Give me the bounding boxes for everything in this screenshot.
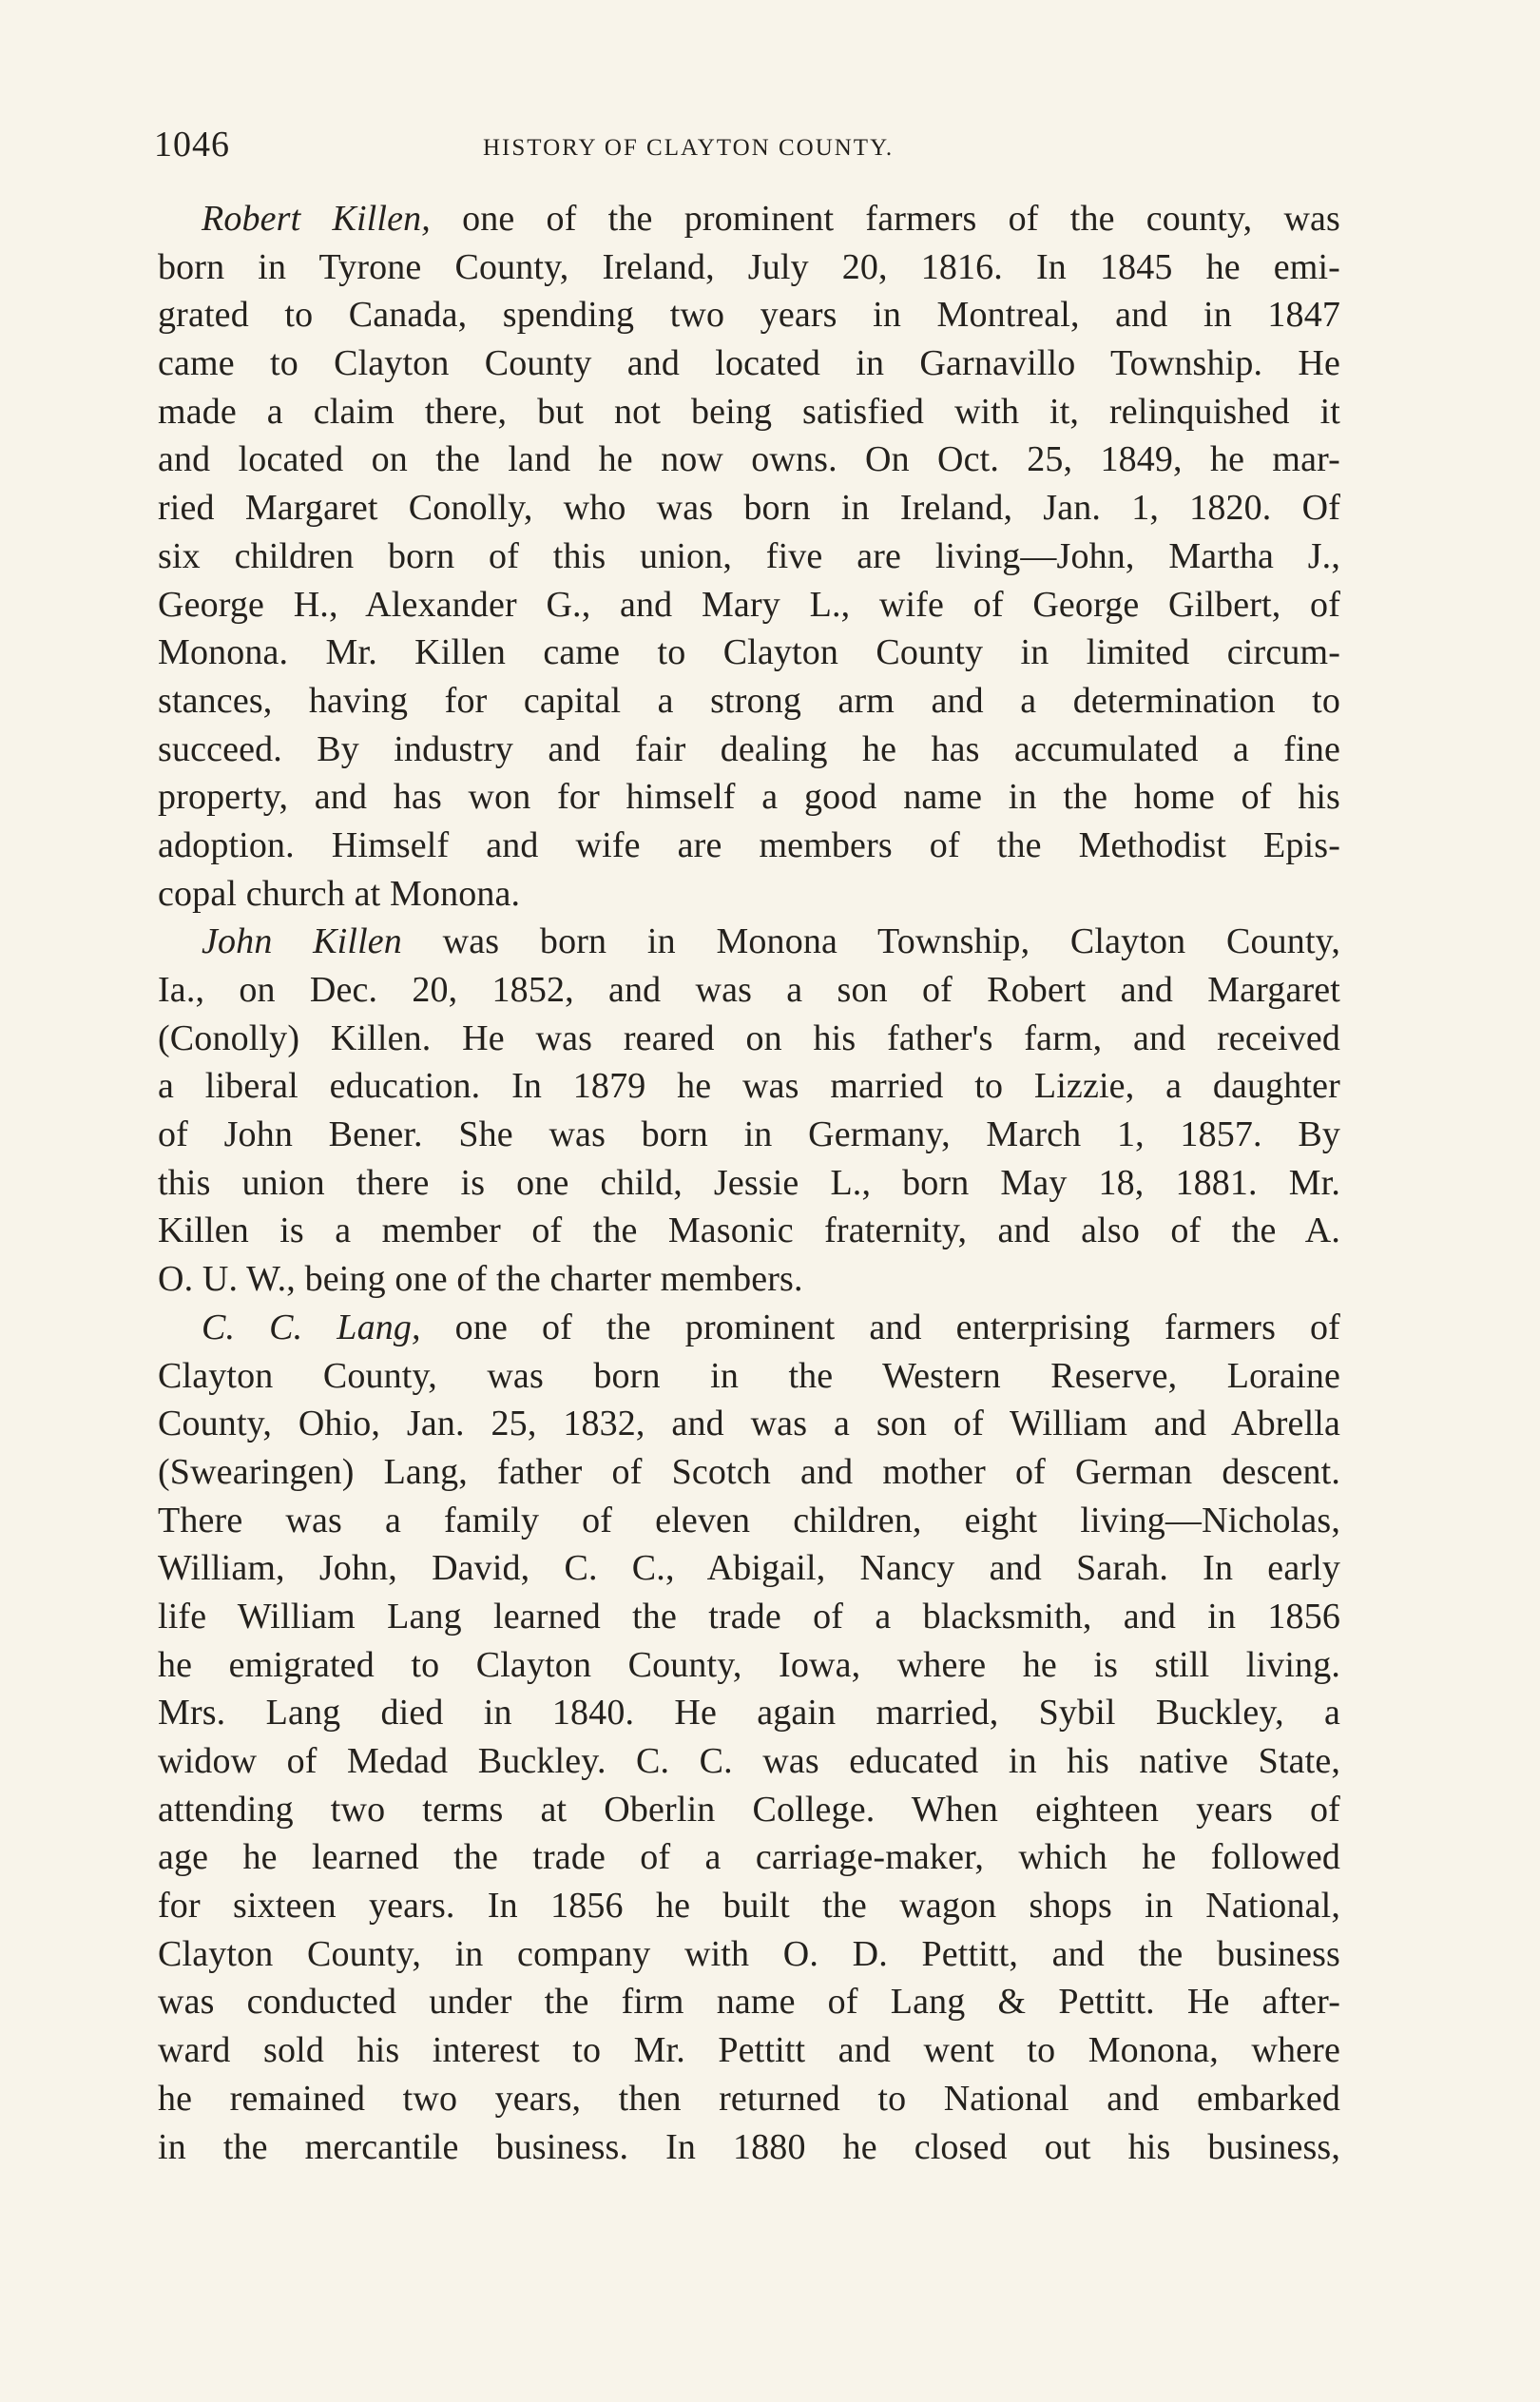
running-title: HISTORY OF CLAYTON COUNTY.: [483, 135, 895, 161]
paragraph-3-line-15: was conducted under the firm name of Lang & Pettitt. He after-: [158, 1982, 1340, 2023]
paragraph-3-line-12: age he learned the trade of a carriage-maker, which he followed: [158, 1837, 1340, 1878]
paragraph-2-line-2: Ia., on Dec. 20, 1852, and was a son of Robert and Margaret: [158, 970, 1340, 1010]
paragraph-1-line-2: born in Tyrone County, Ireland, July 20, 1816. In 1845 he emi-: [158, 246, 1340, 287]
paragraph-3-line-1: C. C. Lang, one of the prominent and enterprising farmers of: [202, 1307, 1340, 1347]
paragraph-1-line-15: copal church at Monona.: [158, 873, 521, 914]
paragraph-1-line-13: property, and has won for himself a good name in the home of his: [158, 777, 1340, 818]
paragraph-1-line-8: six children born of this union, five are living—John, Martha J.,: [158, 535, 1340, 576]
paragraph-1-line-9: George H., Alexander G., and Mary L., wife of George Gilbert, of: [158, 584, 1340, 625]
paragraph-3-line-11: attending two terms at Oberlin College. When eighteen years of: [158, 1789, 1340, 1830]
paragraph-3-line-7: life William Lang learned the trade of a blacksmith, and in 1856: [158, 1596, 1340, 1637]
person-name-cc-lang: C. C. Lang,: [202, 1307, 421, 1347]
paragraph-1-line-14: adoption. Himself and wife are members of the Methodist Epis-: [158, 824, 1340, 865]
body-text: [158, 195, 1340, 2171]
paragraph-1-line-3: grated to Canada, spending two years in Montreal, and in 1847: [158, 295, 1340, 336]
paragraph-1-line-7: ried Margaret Conolly, who was born in Ireland, Jan. 1, 1820. Of: [158, 488, 1340, 529]
paragraph-3-line-10: widow of Medad Buckley. C. C. was educated in his native State,: [158, 1741, 1340, 1781]
paragraph-3-line-16: ward sold his interest to Mr. Pettitt and went to Monona, where: [158, 2030, 1340, 2071]
paragraph-3-line-9: Mrs. Lang died in 1840. He again married, Sybil Buckley, a: [158, 1693, 1340, 1734]
paragraph-1-line-4: came to Clayton County and located in Garnavillo Township. He: [158, 343, 1340, 384]
paragraph-3-line-13: for sixteen years. In 1856 he built the wagon shops in National,: [158, 1886, 1340, 1927]
paragraph-1-line-1: Robert Killen, one of the prominent farmers of the county, was: [202, 199, 1340, 239]
paragraph-3-line-6: William, John, David, C. C., Abigail, Nancy and Sarah. In early: [158, 1548, 1340, 1589]
paragraph-3-line-18: in the mercantile business. In 1880 he closed out his business,: [158, 2126, 1340, 2167]
paragraph-2-line-5: of John Bener. She was born in Germany, March 1, 1857. By: [158, 1114, 1340, 1155]
paragraph-2-line-1: John Killen was born in Monona Township, Clayton County,: [202, 921, 1341, 962]
paragraph-2-line-7: Killen is a member of the Masonic fraternity, and also of the A.: [158, 1211, 1340, 1251]
paragraph-3-line-5: There was a family of eleven children, eight living—Nicholas,: [158, 1500, 1340, 1540]
paragraph-1-line-11: stances, having for capital a strong arm and a determination to: [158, 680, 1340, 721]
person-name-john-killen: John Killen: [202, 921, 402, 962]
paragraph-3-line-2: Clayton County, was born in the Western Reserve, Loraine: [158, 1355, 1340, 1396]
paragraph-3-line-4: (Swearingen) Lang, father of Scotch and mother of German descent.: [158, 1451, 1340, 1492]
paragraph-2-line-8: O. U. W., being one of the charter members.: [158, 1259, 803, 1300]
paragraph-1-line-6: and located on the land he now owns. On Oct. 25, 1849, he mar-: [158, 439, 1340, 480]
paragraph-3-line-17: he remained two years, then returned to National and embarked: [158, 2078, 1340, 2119]
paragraph-2-line-4: a liberal education. In 1879 he was married to Lizzie, a daughter: [158, 1066, 1340, 1107]
person-name-robert-killen: Robert Killen,: [202, 199, 431, 239]
paragraph-1-line-10: Monona. Mr. Killen came to Clayton County in limited circum-: [158, 632, 1340, 673]
page-header: [154, 124, 1342, 171]
paragraph-1-line-5: made a claim there, but not being satisfied with it, relinquished it: [158, 391, 1340, 432]
paragraph-2-line-3: (Conolly) Killen. He was reared on his father's farm, and received: [158, 1017, 1340, 1058]
paragraph-3-line-3: County, Ohio, Jan. 25, 1832, and was a son of William and Abrella: [158, 1404, 1340, 1444]
paragraph-3-line-14: Clayton County, in company with O. D. Pettitt, and the business: [158, 1933, 1340, 1974]
paragraph-3-line-8: he emigrated to Clayton County, Iowa, where he is still living.: [158, 1644, 1340, 1685]
paragraph-1-line-12: succeed. By industry and fair dealing he has accumulated a fine: [158, 728, 1340, 769]
paragraph-2-line-6: this union there is one child, Jessie L., born May 18, 1881. Mr.: [158, 1162, 1340, 1203]
page-number: 1046: [154, 125, 230, 165]
